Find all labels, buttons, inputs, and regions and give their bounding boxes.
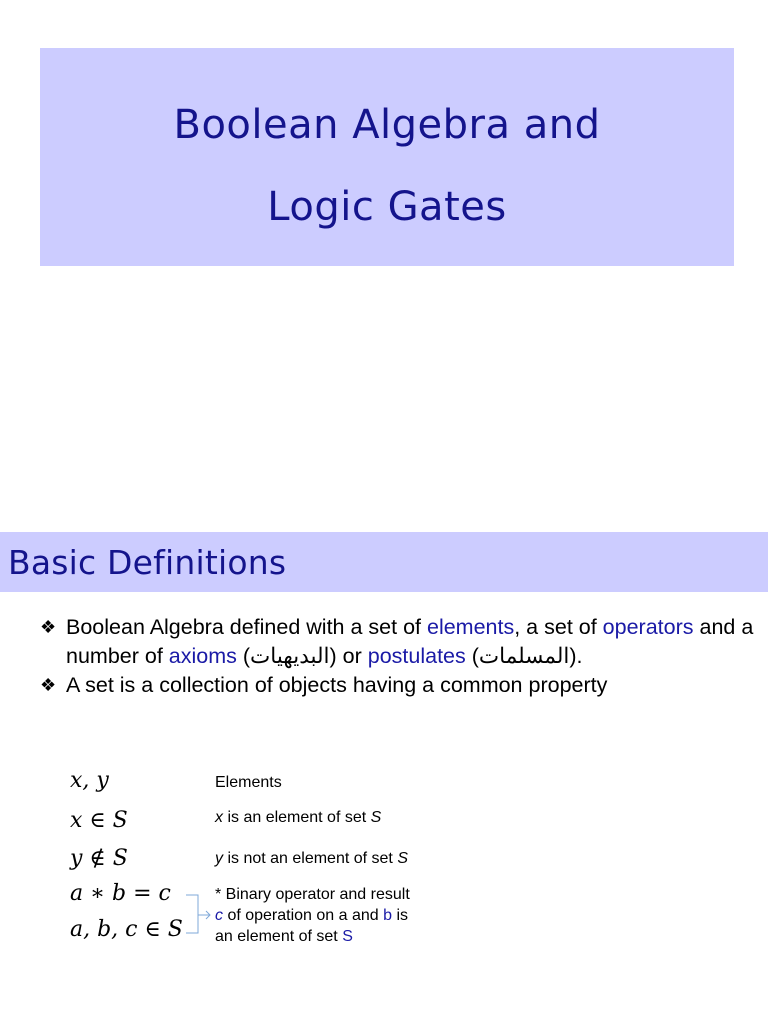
desc-text: is not an element of set: [223, 850, 398, 867]
desc-member: [215, 807, 381, 828]
desc-not-member: [215, 848, 408, 869]
desc-binary-op: [215, 884, 415, 947]
desc-text: of operation on a and: [223, 907, 384, 924]
math-binary-op: a ∗ b = c: [70, 881, 171, 906]
math-closure: a, b, c ∈ S: [70, 917, 183, 942]
math-elements: x, y: [70, 768, 109, 793]
term-operators: operators: [602, 615, 694, 639]
desc-var-b: b: [383, 907, 393, 924]
desc-var-c: c: [215, 907, 223, 924]
desc-elements: Elements: [215, 774, 282, 791]
bullet-item-1: [40, 613, 760, 671]
bullet1-text-d: (البديهيات) or: [236, 644, 368, 668]
desc-text: is an element of set: [223, 809, 371, 826]
term-elements: elements: [426, 615, 515, 639]
desc-set: S: [370, 809, 382, 826]
math-member: x ∈ S: [70, 808, 128, 833]
bullet-item-2: [40, 671, 760, 700]
desc-set: S: [397, 850, 408, 867]
bullet1-text-c: and a number of: [66, 615, 754, 668]
title-slide-band: [40, 48, 734, 266]
desc-var: y: [215, 850, 223, 867]
bracket-arrow-icon: [186, 893, 212, 939]
bullet-list: [40, 613, 760, 700]
diamond-bullet-icon: ❖: [40, 675, 57, 695]
slide-title-line-2: Logic Gates: [267, 184, 507, 230]
diamond-bullet-icon: ❖: [40, 617, 57, 637]
bullet2-text: A set is a collection of objects having a common property: [66, 673, 608, 697]
desc-var: x: [215, 809, 223, 826]
desc-text: is an element of set: [215, 907, 409, 945]
desc-set: S: [342, 928, 353, 945]
term-postulates: postulates: [367, 644, 466, 668]
math-not-member: y ∉ S: [70, 846, 128, 871]
bullet1-text-e: (المسلمات).: [465, 644, 583, 668]
bullet1-text-b: , a set of: [514, 615, 603, 639]
slide-title-line-1: Boolean Algebra and: [173, 102, 601, 148]
desc-text: * Binary operator and result: [215, 886, 410, 903]
bullet1-text-a: Boolean Algebra defined with a set of: [66, 615, 427, 639]
section-heading: Basic Definitions: [8, 543, 287, 582]
term-axioms: axioms: [168, 644, 237, 668]
